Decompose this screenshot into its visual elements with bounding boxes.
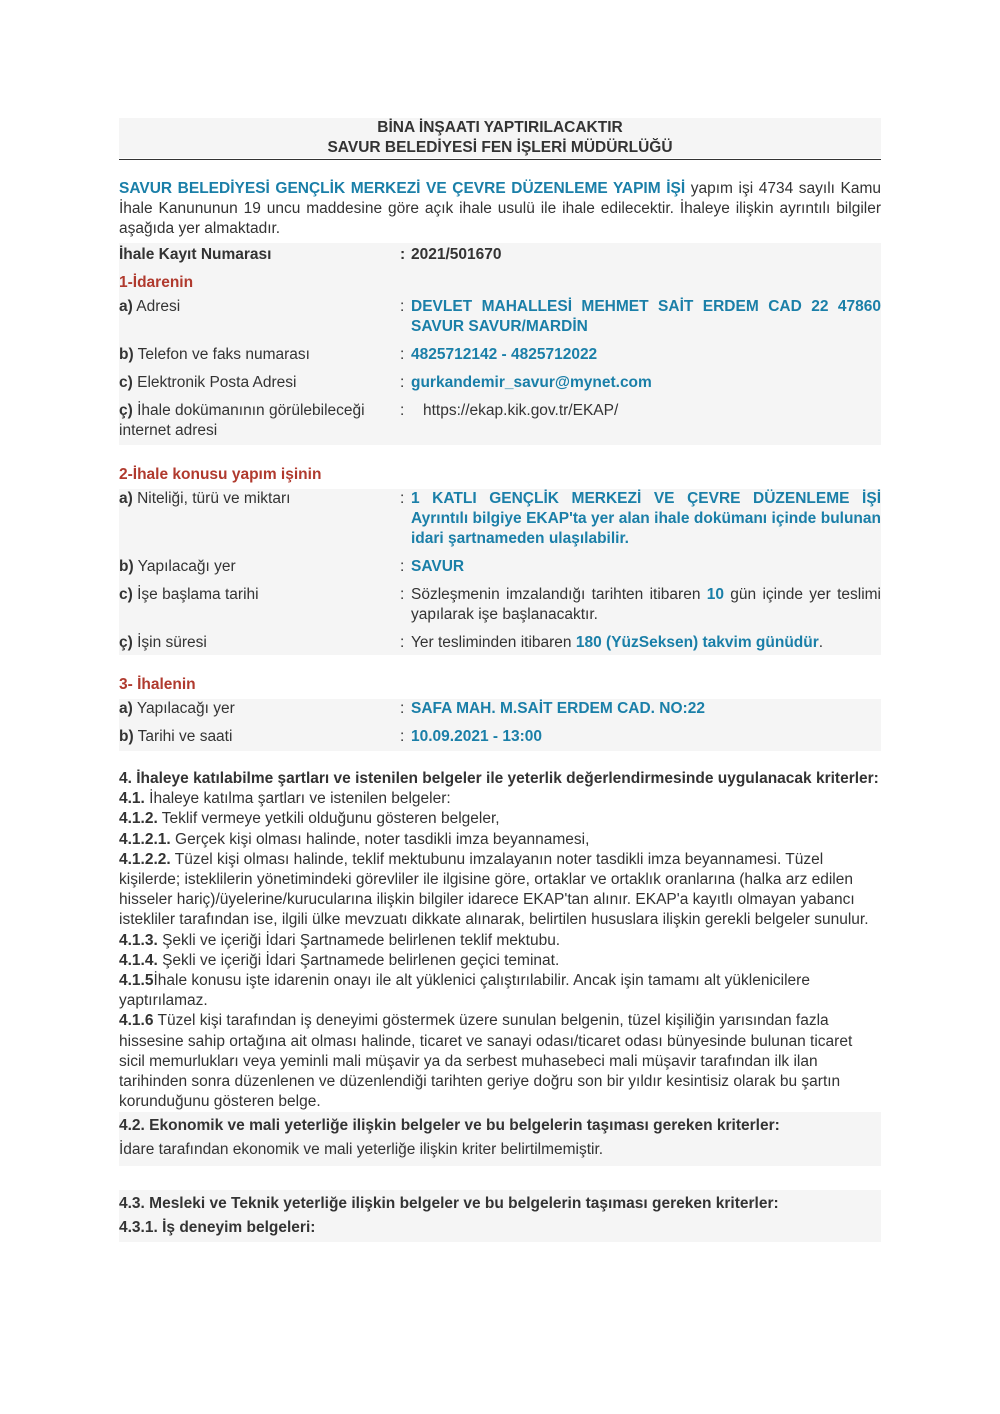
colon: : xyxy=(400,728,405,745)
konu-sure-label: İşin süresi xyxy=(132,634,207,651)
ihale-tarih-row xyxy=(119,723,881,751)
condition-number: 4.1.6 xyxy=(119,1012,154,1030)
konu-heading: 2-İhale konusu yapım işinin xyxy=(119,466,322,483)
header-line2: SAVUR BELEDİYESİ FEN İŞLERİ MÜDÜRLÜĞÜ xyxy=(327,139,673,156)
mesleki-sub: 4.3.1. İş deneyim belgeleri: xyxy=(119,1219,316,1237)
konu-yer-row xyxy=(119,553,881,581)
ihale-yer-label: Yapılacağı yer xyxy=(132,700,235,717)
condition-text: Teklif vermeye yetkili olduğunu gösteren belgeler, xyxy=(157,810,500,828)
idare-telefon-row xyxy=(119,341,881,369)
ekonomik-heading: 4.2. Ekonomik ve mali yeterliğe ilişkin belgeler ve bu belgelerin taşıması gereken kriterler: xyxy=(119,1117,780,1135)
baslama-text-c: gün içinde yer teslimi yapılarak işe başlanacaktır. xyxy=(411,586,881,623)
sartlar-section xyxy=(119,769,881,1112)
intro-paragraph xyxy=(119,179,881,239)
condition-item xyxy=(119,1011,881,1112)
section-konu xyxy=(119,489,881,655)
condition-number: 4.1.3. xyxy=(119,931,158,949)
condition-item xyxy=(119,789,881,809)
idare-telefon-value: 4825712142 - 4825712022 xyxy=(411,346,598,363)
kayit-row xyxy=(119,243,881,269)
baslama-days: 10 xyxy=(706,586,724,603)
kayit-label: İhale Kayıt Numarası xyxy=(119,246,272,263)
idare-telefon-label: Telefon ve faks numarası xyxy=(133,346,310,363)
idare-adres-key: a) xyxy=(119,298,133,315)
konu-yer-label: Yapılacağı yer xyxy=(133,558,236,575)
colon: : xyxy=(400,700,405,717)
section-ihale xyxy=(119,699,881,751)
condition-number: 4.1.2.2. xyxy=(119,850,171,868)
idare-heading: 1-İdarenin xyxy=(119,274,194,291)
condition-number: 4.1. xyxy=(119,790,145,808)
intro-title: SAVUR BELEDİYESİ GENÇLİK MERKEZİ VE ÇEVRE DÜZENLEME YAPIM İŞİ xyxy=(119,180,686,197)
konu-baslama-key: c) xyxy=(119,586,133,603)
colon: : xyxy=(400,490,405,507)
ihale-heading: 3- İhalenin xyxy=(119,676,196,693)
document-page xyxy=(119,118,881,1242)
condition-text: Şekli ve içeriği İdari Şartnamede belirlenen teklif mektubu. xyxy=(157,931,561,949)
idare-eposta-value[interactable]: gurkandemir_savur@mynet.com xyxy=(411,374,652,391)
idare-adres-value: DEVLET MAHALLESİ MEHMET SAİT ERDEM CAD 22 47860 SAVUR SAVUR/MARDİN xyxy=(411,298,881,335)
ekonomik-text: İdare tarafından ekonomik ve mali yeterliğe ilişkin kriter belirtilmemiştir. xyxy=(119,1140,604,1158)
sure-text-a: Yer tesliminden itibaren xyxy=(411,634,576,651)
idare-eposta-key: c) xyxy=(119,374,133,391)
condition-number: 4.1.2.1. xyxy=(119,830,171,848)
condition-item xyxy=(119,931,881,951)
kayit-value: 2021/501670 xyxy=(411,246,502,263)
konu-niteligi-key: a) xyxy=(119,490,133,507)
colon: : xyxy=(400,374,405,391)
konu-baslama-value xyxy=(411,585,881,625)
idare-internet-key: ç) xyxy=(119,402,133,419)
ihale-yer-key: a) xyxy=(119,700,133,717)
colon: : xyxy=(400,558,405,575)
section-kayit xyxy=(119,243,881,445)
colon: : xyxy=(400,402,405,419)
idare-adres-label: Adresi xyxy=(132,298,181,315)
ihale-tarih-label: Tarihi ve saati xyxy=(133,728,233,745)
condition-text: Gerçek kişi olması halinde, noter tasdikli imza beyannamesi, xyxy=(170,830,590,848)
idare-telefon-key: b) xyxy=(119,346,134,363)
condition-item xyxy=(119,971,881,1011)
konu-baslama-row xyxy=(119,581,881,629)
condition-item xyxy=(119,830,881,850)
intro-text: yapım işi 4734 sayılı Kamu İhale Kanununun 19 uncu maddesine göre açık ihale usulü ile ihale edilecektir. İhaleye ilişkin ayrıntılı bilgiler aşağıda yer almaktadır. xyxy=(119,180,882,237)
konu-niteligi-label: Niteliği, türü ve miktarı xyxy=(132,490,291,507)
sure-days: 180 (YüzSeksen) takvim günüdür xyxy=(575,634,819,651)
mesleki-section xyxy=(119,1190,881,1242)
idare-eposta-row xyxy=(119,369,881,397)
konu-yer-key: b) xyxy=(119,558,134,575)
konu-sure-value xyxy=(411,633,881,653)
colon: : xyxy=(400,586,405,603)
condition-text: Şekli ve içeriği İdari Şartnamede belirlenen geçici teminat. xyxy=(157,951,560,969)
colon: : xyxy=(400,298,405,315)
konu-sure-key: ç) xyxy=(119,634,133,651)
condition-number: 4.1.2. xyxy=(119,810,158,828)
condition-number: 4.1.5 xyxy=(119,972,154,990)
ihale-tarih-key: b) xyxy=(119,728,134,745)
condition-text: İhale konusu işte idarenin onayı ile alt yüklenici çalıştırılabilir. Ancak işin tamamı alt yüklenicilere yaptırılamaz. xyxy=(119,972,810,1010)
condition-text: Tüzel kişi tarafından iş deneyimi göstermek üzere sunulan belgenin, tüzel kişiliğin yarısından fazla hissesine sahip ortağına ait olması halinde, ticaret ve sanayi odası/ticaret odası bünyesinde bulunan ticaret sicil memurlukları veya yeminli mali müşavir ya da serbest muhasebeci mali müşavir tarafından ilk ilan tarihinden sonra düzenlenen ve düzenlendiği tarihten geriye doğru son bir yıldır kesintisiz olarak bu şartın korunduğunu gösteren belge. xyxy=(119,1012,853,1111)
sartlar-items xyxy=(119,789,881,1112)
condition-text: Tüzel kişi olması halinde, teklif mektubunu imzalayanın noter tasdikli imza beyannamesi. Tüzel kişilerde; isteklilerin yönetimindeki görevliler ile ilgisine göre, ortaklar ve ortaklık oranlarına (halka arz edilen hisseler hariç)/üyelerine/kurucularına ilişkin bilgiler idarece EKAP'tan alınır. EKAP'a kayıtlı olmayan yabancı istekliler tarafından ise, ilgili ülke mevzuatı dikkate alınarak, belirtilen hususlara ilişkin gerekli belgeler sunulur. xyxy=(119,850,869,929)
konu-niteligi-row xyxy=(119,489,881,553)
idare-internet-value[interactable]: https://ekap.kik.gov.tr/EKAP/ xyxy=(423,402,619,419)
konu-sure-row xyxy=(119,629,881,655)
idare-eposta-label: Elektronik Posta Adresi xyxy=(132,374,297,391)
mesleki-heading: 4.3. Mesleki ve Teknik yeterliğe ilişkin belgeler ve bu belgelerin taşıması gereken kriterler: xyxy=(119,1194,779,1212)
ihale-yer-row xyxy=(119,699,881,723)
colon: : xyxy=(400,634,405,651)
condition-item xyxy=(119,809,881,829)
baslama-text-a: Sözleşmenin imzalandığı tarihten itibaren xyxy=(411,586,707,603)
document-header xyxy=(119,118,881,158)
konu-yer-value: SAVUR xyxy=(411,558,465,575)
condition-text: İhaleye katılma şartları ve istenilen belgeler: xyxy=(144,790,451,808)
condition-item xyxy=(119,850,881,931)
header-line1: BİNA İNŞAATI YAPTIRILACAKTIR xyxy=(377,119,623,136)
ekonomik-section xyxy=(119,1112,881,1165)
idare-adres-row xyxy=(119,297,881,341)
sure-text-c: . xyxy=(818,634,824,651)
colon: : xyxy=(400,346,405,363)
ihale-yer-value: SAFA MAH. M.SAİT ERDEM CAD. NO:22 xyxy=(411,700,705,717)
idare-internet-label: İhale dokümanının görülebileceği internet adresi xyxy=(119,402,365,439)
sartlar-heading: 4. İhaleye katılabilme şartları ve istenilen belgeler ile yeterlik değerlendirmesinde uygulanacak kriterler: xyxy=(119,770,879,787)
konu-niteligi-value: 1 KATLI GENÇLİK MERKEZİ VE ÇEVRE DÜZENLEME İŞİ Ayrıntılı bilgiye EKAP'ta yer alan ihale dokümanı içinde bulunan idari şartnameden ulaşılabilir. xyxy=(411,490,881,547)
kayit-colon: : xyxy=(400,246,406,263)
konu-baslama-label: İşe başlama tarihi xyxy=(132,586,259,603)
condition-item xyxy=(119,951,881,971)
header-rule xyxy=(119,159,881,160)
ihale-tarih-value: 10.09.2021 - 13:00 xyxy=(411,728,542,745)
condition-number: 4.1.4. xyxy=(119,951,158,969)
idare-internet-row xyxy=(119,397,881,445)
